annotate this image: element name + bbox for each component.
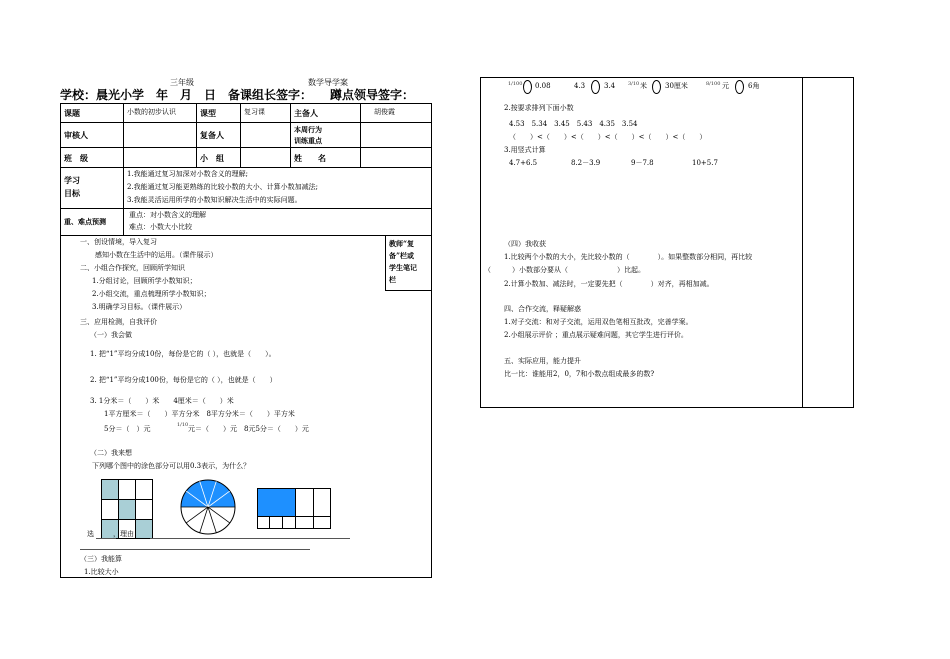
cmp3-fraction: 3/10 [628, 81, 640, 87]
figure-bar-grid [257, 488, 331, 530]
vertical-calc-2: 8.2－3.9 [571, 159, 601, 167]
vertical-calc-3: 9－7.8 [631, 159, 654, 167]
section-4-title: （四）我收获 [504, 240, 546, 248]
week-label-1: 本周行为 [294, 125, 322, 134]
vertical-calc-4: 10+5.7 [692, 159, 718, 167]
section-4-line-1: 1.比较两个小数的大小，先比较小数的（ ）。如果整数部分相同，再比较 [504, 253, 753, 261]
cmp2-a: 4.3 [574, 82, 586, 90]
question-3-a: 3. 1分米＝（ ）米 4厘米＝（ ）米 [90, 397, 234, 405]
section-3-sub3: （三）我能算 [80, 555, 122, 563]
section-1-title: 一、创设情境，导入复习 [80, 238, 157, 246]
compare-oval-3[interactable] [652, 80, 661, 94]
compare-oval-1[interactable] [523, 80, 532, 94]
cmp4-value: 6角 [748, 82, 760, 90]
section-3-sub2: （二）我来想 [90, 449, 132, 457]
section-4-line-1b: （ ）小数部分要从（ ）比起。 [484, 266, 645, 274]
section-2-item-2: 2.小组交流，重点梳理所学小数知识； [92, 290, 211, 298]
section-3-title: 三、应用检测，自我评价 [80, 318, 157, 326]
cmp1-value: 0.08 [535, 82, 551, 90]
goal-label-2: 目标 [64, 188, 80, 198]
section-4-line-2: 2.计算小数加、减法时，一定要先把（ ）对齐，再相加减。 [504, 280, 714, 288]
think-question: 下列哪个图中的涂色部分可以用0.3表示，为什么？ [92, 462, 251, 470]
host-value: 胡俊霞 [374, 108, 395, 116]
section-6-title: 五、实际应用，能力提升 [504, 357, 581, 365]
grade-label: 三年级 [170, 78, 194, 87]
section-5-line-2: 2.小组展示评价 ；重点展示疑难问题，其它学生进行评价。 [504, 331, 688, 339]
sort-blanks: （ ）<（ ）<（ ）<（ ）<（ ）<（ ） [509, 133, 707, 141]
goal-1: 1.我能通过复习加深对小数含义的理解; [127, 170, 249, 178]
vertical-calc-1: 4.7+6.5 [509, 159, 538, 167]
cmp1-fraction: 1/100 [508, 81, 523, 87]
school-line: 学校：晨光小学 年 月 日 备课组长签字： 蹲点领导签字： [60, 88, 415, 102]
week-label-2: 训练重点 [294, 136, 322, 145]
question-3-c2: 元＝（ ）元 8元5分＝（ ）元 [188, 425, 309, 433]
question-2: 2. 把“1”平均分成100份，每份是它的（ ），也就是（ ） [90, 376, 277, 384]
section-2-item-3: 3.明确学习目标。（课件展示） [92, 303, 187, 311]
group-label: 小 组 [200, 153, 224, 163]
question-1: 1. 把“1”平均分成10份，每份是它的（ ），也就是（ ）。 [90, 350, 276, 358]
sort-numbers: 4.53 5.34 3.45 5.43 4.35 3.54 [509, 120, 638, 128]
goal-label-1: 学习 [64, 175, 80, 185]
cmp3-unit: 米 [640, 82, 647, 90]
reason-label: ，理由： [113, 530, 141, 538]
cmp4-unit: 元 [722, 82, 729, 90]
co-label: 复备人 [200, 130, 224, 140]
section-3-sub1: （一）我会做 [90, 331, 132, 339]
section-2-title: 二、小组合作探究，回顾所学知识 [80, 264, 185, 272]
compare-oval-2[interactable] [591, 80, 600, 94]
topic-value: 小数的初步认识 [127, 108, 176, 116]
cmp4-fraction: 8/100 [706, 81, 721, 87]
calc-1-title: 1.比较大小 [84, 568, 119, 576]
key-point: 重点：对小数含义的理解 [129, 211, 206, 219]
side-note-2: 备”栏或 [389, 251, 415, 260]
section-2-item-1: 1.分组讨论，回顾所学小数知识； [92, 277, 197, 285]
section-6-text: 比一比：谁能用2，0，7和小数点组成最多的数? [504, 370, 655, 378]
side-note-4: 栏 [389, 275, 396, 284]
cmp3-value: 30厘米 [665, 82, 688, 90]
choose-label: 选 [87, 530, 94, 538]
figure-pie-circle [180, 479, 236, 535]
section-5-title: 四、合作交流，释疑解惑 [504, 305, 581, 313]
type-value: 复习课 [244, 108, 265, 116]
name-label: 姓 名 [294, 153, 326, 163]
doc-title: 数学导学案 [308, 78, 348, 87]
goal-2: 2.我能通过复习能更熟练的比较小数的大小、计算小数加减法; [127, 183, 319, 191]
vertical-calc-title: 3.用竖式计算 [504, 146, 546, 154]
side-note-3: 学生笔记 [389, 263, 417, 272]
key-label: 重、难点预测 [64, 217, 106, 226]
reviewer-label: 审核人 [64, 130, 88, 140]
hard-point: 难点：小数大小比较 [129, 223, 192, 231]
fraction-1-10: 1/10 [177, 422, 189, 428]
goal-3: 3.我能灵活运用所学的小数知识解决生活中的实际问题。 [127, 196, 302, 204]
side-note-1: 教师“复 [389, 239, 415, 248]
compare-oval-4[interactable] [735, 80, 744, 94]
type-label: 课型 [200, 108, 216, 118]
cmp2-b: 3.4 [604, 82, 616, 90]
section-1-text: 感知小数在生活中的运用。（课件展示） [95, 251, 218, 259]
host-label: 主备人 [294, 108, 318, 118]
topic-label: 课题 [64, 108, 80, 118]
sort-title: 2.按要求排列下面小数 [504, 104, 574, 112]
question-3-c1: 5分＝（ ）元 [104, 425, 151, 433]
class-label: 班 级 [64, 153, 88, 163]
question-3-b: 1平方厘米＝（ ）平方分米 8平方分米＝（ ）平方米 [104, 410, 295, 418]
section-5-line-1: 1.对子交流：和对子交流，运用双色笔相互批改，完善学案。 [504, 318, 693, 326]
